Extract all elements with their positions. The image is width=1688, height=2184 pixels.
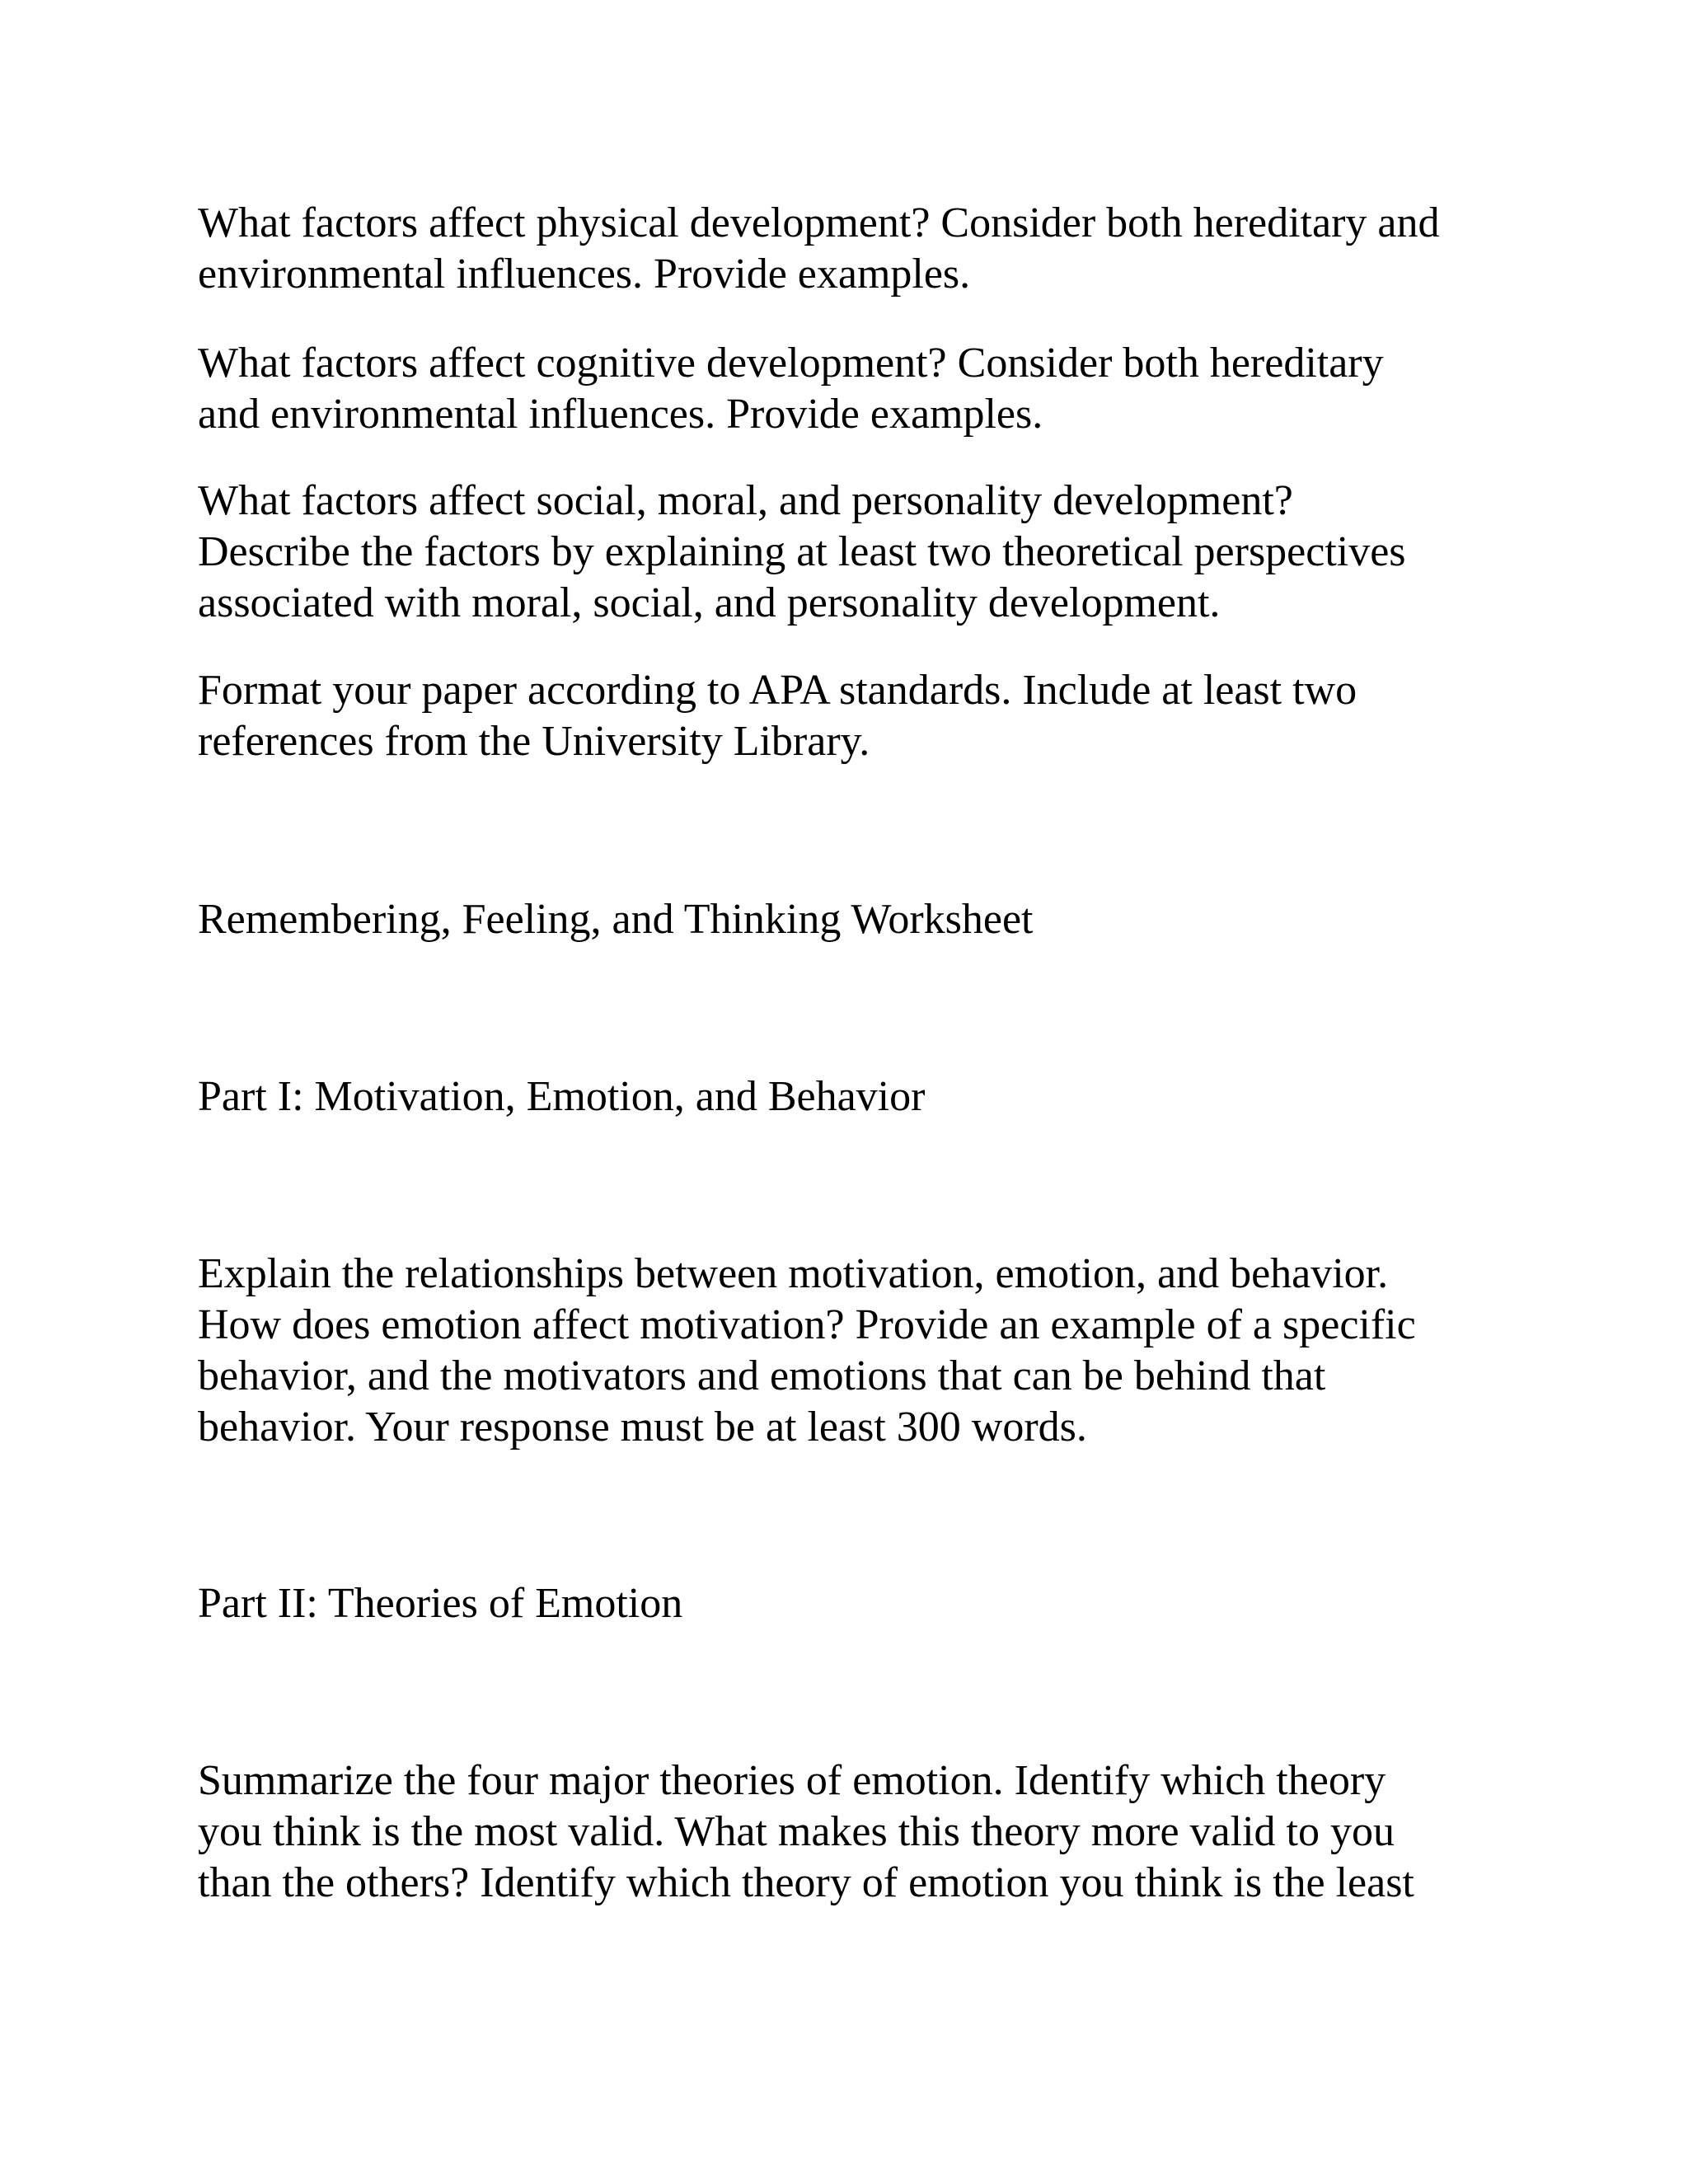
text-line: Remembering, Feeling, and Thinking Worksheet — [198, 896, 1034, 943]
social-moral-personality-question — [198, 476, 1517, 629]
physical-development-question — [198, 198, 1517, 300]
text-line: behavior, and the motivators and emotions that can be behind that — [198, 1352, 1326, 1399]
text-line: Describe the factors by explaining at least two theoretical perspectives — [198, 528, 1406, 575]
text-line: Summarize the four major theories of emotion. Identify which theory — [198, 1757, 1386, 1804]
worksheet-title — [198, 894, 1517, 945]
cognitive-development-question — [198, 338, 1517, 440]
text-line: and environmental influences. Provide examples. — [198, 391, 1043, 438]
part-2-heading — [198, 1578, 1517, 1629]
text-line: behavior. Your response must be at least 300 words. — [198, 1404, 1087, 1451]
text-line: What factors affect physical development? Consider both hereditary and — [198, 199, 1440, 246]
text-line: How does emotion affect motivation? Provide an example of a specific — [198, 1301, 1416, 1348]
part-1-heading — [198, 1071, 1517, 1122]
text-line: than the others? Identify which theory of emotion you think is the least — [198, 1859, 1414, 1906]
text-line: you think is the most valid. What makes this theory more valid to you — [198, 1808, 1395, 1855]
text-line: references from the University Library. — [198, 718, 870, 765]
text-line: Explain the relationships between motivation, emotion, and behavior. — [198, 1250, 1389, 1297]
text-line: associated with moral, social, and personality development. — [198, 579, 1221, 626]
text-line: Part I: Motivation, Emotion, and Behavior — [198, 1073, 926, 1120]
part-1-prompt — [198, 1249, 1517, 1453]
text-line: What factors affect cognitive development? Consider both hereditary — [198, 340, 1384, 387]
text-line: Format your paper according to APA standards. Include at least two — [198, 667, 1357, 714]
format-instructions — [198, 665, 1517, 767]
text-line: Part II: Theories of Emotion — [198, 1580, 683, 1627]
text-line: environmental influences. Provide examples. — [198, 251, 971, 298]
part-2-prompt — [198, 1755, 1517, 1909]
text-line: What factors affect social, moral, and personality development? — [198, 477, 1293, 524]
